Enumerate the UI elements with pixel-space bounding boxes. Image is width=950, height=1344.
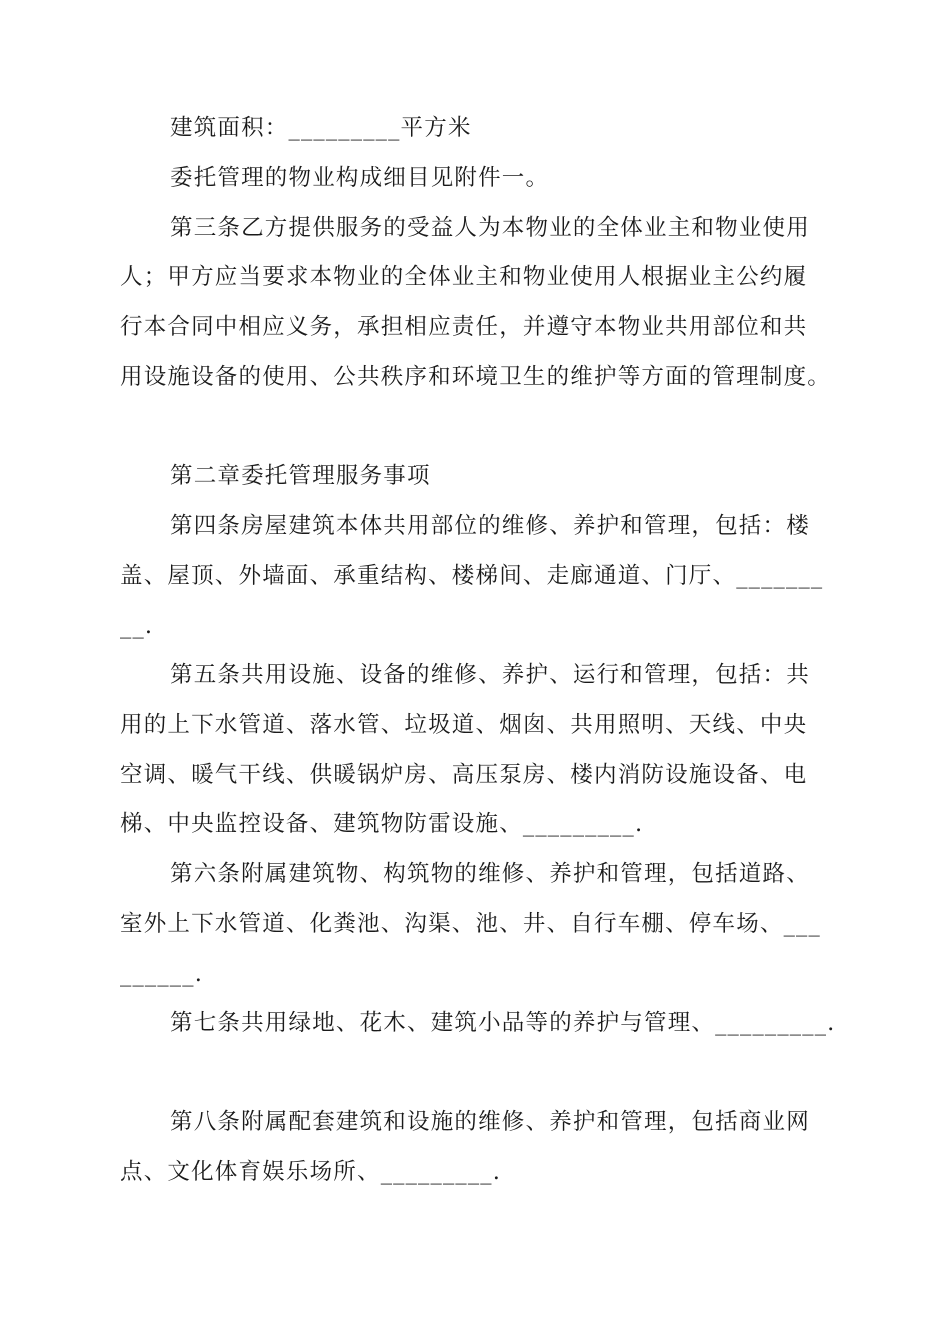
article-4-line-3: __.	[120, 613, 154, 639]
article-7-line-1: 第七条共用绿地、花木、建筑小品等的养护与管理、_________.	[170, 1010, 836, 1036]
article-5-line-4: 梯、中央监控设备、建筑物防雷设施、_________.	[120, 811, 644, 837]
article-5-line-1: 第五条共用设施、设备的维修、养护、运行和管理，包括：共	[170, 662, 810, 688]
article-6-line-2: 室外上下水管道、化粪池、沟渠、池、井、自行车棚、停车场、___	[120, 911, 821, 937]
article-8-line-2: 点、文化体育娱乐场所、_________.	[120, 1159, 502, 1185]
article-3-line-2: 人；甲方应当要求本物业的全体业主和物业使用人根据业主公约履	[120, 264, 808, 290]
article-3-line-3: 行本合同中相应义务，承担相应责任，并遵守本物业共用部位和共	[120, 314, 808, 340]
article-6-line-3: ______.	[120, 961, 204, 987]
article-4-line-1: 第四条房屋建筑本体共用部位的维修、养护和管理，包括：楼	[170, 513, 810, 539]
article-3-line-4: 用设施设备的使用、公共秩序和环境卫生的维护等方面的管理制度。	[120, 364, 832, 390]
property-composition-line: 委托管理的物业构成细目见附件一。	[170, 165, 550, 191]
article-4-line-2: 盖、屋顶、外墙面、承重结构、楼梯间、走廊通道、门厅、_______	[120, 563, 824, 589]
article-8-line-1: 第八条附属配套建筑和设施的维修、养护和管理，包括商业网	[170, 1109, 810, 1135]
article-6-line-1: 第六条附属建筑物、构筑物的维修、养护和管理，包括道路、	[170, 861, 810, 887]
building-area-line: 建筑面积：_________平方米	[170, 115, 472, 141]
article-3-line-1: 第三条乙方提供服务的受益人为本物业的全体业主和物业使用	[170, 215, 810, 241]
article-5-line-2: 用的上下水管道、落水管、垃圾道、烟囱、共用照明、天线、中央	[120, 712, 808, 738]
article-5-line-3: 空调、暖气干线、供暖锅炉房、高压泵房、楼内消防设施设备、电	[120, 762, 808, 788]
chapter-2-heading: 第二章委托管理服务事项	[170, 463, 431, 489]
